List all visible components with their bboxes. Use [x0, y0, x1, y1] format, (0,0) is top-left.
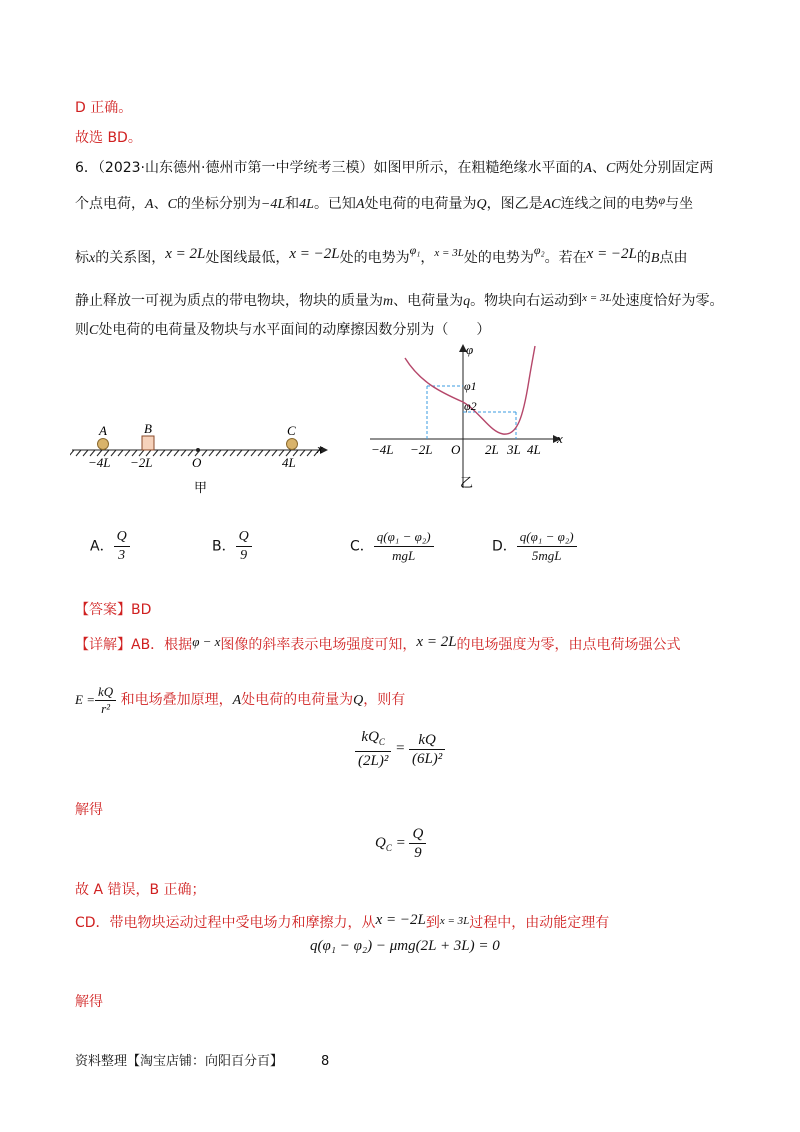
footer-text: 资料整理【淘宝店铺：向阳百分百】	[75, 1054, 284, 1069]
question-text: 静止释放一可视为质点的带电物块，物块的质量为	[75, 293, 383, 309]
denominator: (6L)²	[411, 750, 443, 767]
question-text: 。若在	[544, 250, 587, 266]
numerator: kQ	[95, 684, 116, 701]
detail-text: AB．根据	[131, 637, 193, 653]
hatch-mark	[237, 450, 242, 456]
math-C: C	[606, 161, 616, 176]
tick-neg2L: −2L	[410, 442, 433, 457]
math-4L: 4L	[299, 197, 314, 212]
hatch-mark	[118, 450, 123, 456]
question-text: 标	[75, 250, 89, 266]
hatch-mark	[181, 450, 186, 456]
hatch-mark	[76, 450, 81, 456]
page-number: 8	[321, 1054, 330, 1069]
numerator: q(φ₁ − φ₂)	[517, 528, 577, 547]
option-b-fraction	[236, 528, 252, 565]
detail-line-2	[75, 680, 405, 721]
answer-value: BD	[131, 602, 152, 618]
tick-neg4L: −4L	[88, 455, 111, 470]
hatch-mark	[153, 450, 158, 456]
question-text: 点由	[659, 250, 688, 266]
question-text: 则	[75, 322, 89, 338]
hatch-mark	[251, 450, 256, 456]
label-phi1: φ1	[464, 379, 477, 393]
hatch-mark	[307, 450, 312, 456]
hatch-mark	[265, 450, 270, 456]
tick-O: O	[192, 455, 202, 470]
hatch-mark	[70, 450, 74, 456]
option-label: B．	[212, 538, 236, 555]
math-phi-minus-x: φ − x	[192, 634, 221, 649]
label-B: B	[144, 421, 152, 436]
math-A: A	[583, 161, 593, 176]
option-d-fraction	[517, 528, 577, 565]
denominator: 9	[414, 845, 422, 861]
math-phi1: φ₁	[409, 243, 421, 257]
question-text: 处的电势为	[339, 250, 410, 266]
question-text: 个点电荷，	[75, 196, 145, 212]
hatch-mark	[160, 450, 165, 456]
math-E-lhs: E =	[75, 692, 95, 707]
detail-text: 和电场叠加原理，	[120, 692, 233, 708]
hatch-mark	[167, 450, 172, 456]
option-a-fraction	[114, 528, 130, 565]
math-phi: φ	[658, 193, 666, 207]
hatch-mark	[174, 450, 179, 456]
question-line-5	[75, 320, 490, 341]
choose-line: 故选 BD。	[75, 130, 142, 146]
math-A: A	[355, 197, 365, 212]
hatch-mark	[230, 450, 235, 456]
denominator: mgL	[392, 548, 416, 563]
solve-label-2: 解得	[75, 994, 103, 1010]
math-x-eq-neg2L: x = −2L	[375, 912, 426, 928]
question-text: 。已知	[313, 196, 356, 212]
equation-field-balance	[355, 728, 445, 770]
option-a[interactable]	[90, 528, 130, 565]
math-x: x	[89, 251, 96, 266]
caption-jia: 甲	[194, 481, 208, 496]
question-line-3	[75, 240, 687, 269]
label-C: C	[287, 423, 296, 438]
math-q: q	[463, 294, 471, 309]
math-neg4L: −4L	[260, 197, 286, 212]
detail-text: 处电荷的电荷量为	[241, 692, 354, 708]
subscript: C	[378, 737, 385, 747]
math-A: A	[232, 693, 242, 708]
question-text: （2023·山东德州·德州市第一中学统考三模）如图甲所示，在粗糙绝缘水平面的	[97, 160, 584, 176]
answer-label: 【答案】	[75, 602, 131, 618]
option-c-fraction	[374, 528, 434, 565]
math-x-eq-neg2L: x = −2L	[289, 246, 340, 262]
figure-yi	[365, 340, 575, 495]
numerator: kQ	[361, 729, 379, 745]
hatch-mark	[258, 450, 263, 456]
question-text: 连线之间的电势	[560, 196, 659, 212]
question-text: 。物块向右运动到	[470, 293, 583, 309]
question-text: 处电荷的电荷量为	[364, 196, 477, 212]
math-Q: Q	[353, 693, 364, 708]
question-line-1: 6．（2023·山东德州·德州市第一中学统考三模）如图甲所示，在粗糙绝缘水平面的A、C两处分别固定两	[75, 160, 714, 176]
hatch-mark	[272, 450, 277, 456]
math-x-eq-3L: x = 3L	[439, 915, 470, 927]
numerator: kQ	[409, 731, 445, 750]
math-x-eq-3L: x = 3L	[582, 292, 612, 304]
hatch-mark	[216, 450, 221, 456]
hatch-mark	[111, 450, 116, 456]
tick-neg4L: −4L	[371, 442, 394, 457]
denominator: (2L)²	[358, 753, 389, 769]
subscript: C	[385, 842, 392, 853]
math-A: A	[145, 197, 154, 212]
math-x-eq-neg2L: x = −2L	[586, 246, 637, 262]
origin-dot	[196, 448, 200, 452]
figure-jia	[70, 420, 340, 500]
question-text: 与坐	[665, 196, 694, 212]
math-phi2: φ₂	[533, 243, 545, 257]
option-label: A．	[90, 538, 114, 555]
charge-A	[98, 439, 109, 450]
label-phi2: φ2	[464, 399, 477, 413]
math-Q: Q	[476, 197, 487, 212]
detail-text: ，则有	[363, 692, 406, 708]
question-text: 的关系图，	[95, 250, 166, 266]
hatch-mark	[300, 450, 305, 456]
charge-C	[287, 439, 298, 450]
denominator: r²	[101, 700, 111, 716]
math-m: m	[383, 294, 394, 309]
math-AC: AC	[542, 197, 561, 212]
d-correct-line: D 正确。	[75, 100, 133, 116]
option-label: C．	[350, 538, 374, 555]
coulomb-fraction	[95, 684, 116, 717]
equation-energy: q(φ₁ − φ₂) − μmg(2L + 3L) = 0	[310, 938, 500, 954]
math-x-eq-2L: x = 2L	[416, 634, 457, 650]
question-text: ，图乙是	[486, 196, 543, 212]
equation-qc	[375, 825, 426, 862]
tick-neg2L: −2L	[130, 455, 153, 470]
detail-text: 到	[425, 915, 440, 931]
hatch-mark	[209, 450, 214, 456]
hatch-mark	[202, 450, 207, 456]
numerator: Q	[409, 825, 426, 844]
math-B: B	[650, 251, 660, 266]
detail-label: 【详解】	[75, 637, 131, 653]
question-text: 的	[636, 250, 651, 266]
label-phi: φ	[466, 342, 474, 357]
option-label: D．	[492, 538, 517, 555]
denominator: 5mgL	[531, 548, 562, 563]
question-number: 6．	[75, 160, 98, 176]
question-text: 两处分别固定两	[615, 160, 714, 176]
detail-text: 图像的斜率表示电场强度可知，	[220, 637, 417, 653]
option-b[interactable]	[212, 528, 252, 565]
tick-2L: 2L	[485, 442, 499, 457]
hatch-mark	[223, 450, 228, 456]
label-x: x	[557, 431, 563, 446]
question-text: 处的电势为	[463, 250, 534, 266]
option-c[interactable]	[350, 528, 434, 565]
math-x-eq-2L: x = 2L	[165, 246, 206, 262]
option-d[interactable]	[492, 528, 577, 565]
question-text: ，	[420, 250, 435, 266]
hatch-mark	[244, 450, 249, 456]
question-line-2: 个点电荷，A、C的坐标分别为−4L和4L。已知A处电荷的电荷量为Q，图乙是AC连线之间的电势φ与坐	[75, 193, 694, 212]
question-text: 、电荷量为	[393, 293, 464, 309]
numerator: Q	[114, 528, 130, 547]
math-C: C	[89, 323, 99, 338]
solve-label-1: 解得	[75, 802, 103, 818]
label-A: A	[99, 423, 107, 438]
tick-4L: 4L	[282, 455, 296, 470]
conclusion-ab: 故 A 错误，B 正确；	[75, 882, 206, 898]
label-x: x	[317, 441, 323, 456]
answer-line	[75, 600, 151, 620]
math-Q: Q	[375, 834, 386, 851]
equals: =	[395, 740, 406, 757]
detail-text: 过程中，由动能定理有	[469, 915, 610, 931]
numerator: Q	[236, 528, 252, 547]
detail-text: 的电场强度为零，由点电荷场强公式	[456, 637, 681, 653]
tick-O: O	[451, 442, 461, 457]
detail-line-1	[75, 632, 681, 655]
caption-yi: 乙	[460, 476, 474, 491]
denominator: 9	[240, 548, 248, 563]
math-C: C	[167, 197, 177, 212]
question-text: 处电荷的电荷量及物块与水平面间的动摩擦因数分别为（ ）	[98, 322, 491, 338]
detail-text: CD．带电物块运动过程中受电场力和摩擦力，从	[75, 915, 376, 931]
tick-4L: 4L	[527, 442, 541, 457]
equals: =	[395, 834, 406, 851]
footer	[75, 1050, 329, 1069]
denominator: 3	[118, 548, 126, 563]
detail-line-3	[75, 910, 609, 933]
math-x-eq-3L: x = 3L	[434, 247, 464, 259]
block-B	[142, 436, 154, 450]
question-text: 和	[285, 196, 300, 212]
question-text: 的坐标分别为	[176, 196, 261, 212]
question-text: 处图线最低，	[205, 250, 290, 266]
numerator: q(φ₁ − φ₂)	[374, 528, 434, 547]
question-line-4	[75, 288, 724, 312]
question-text: 处速度恰好为零。	[611, 293, 724, 309]
tick-3L: 3L	[507, 442, 521, 457]
